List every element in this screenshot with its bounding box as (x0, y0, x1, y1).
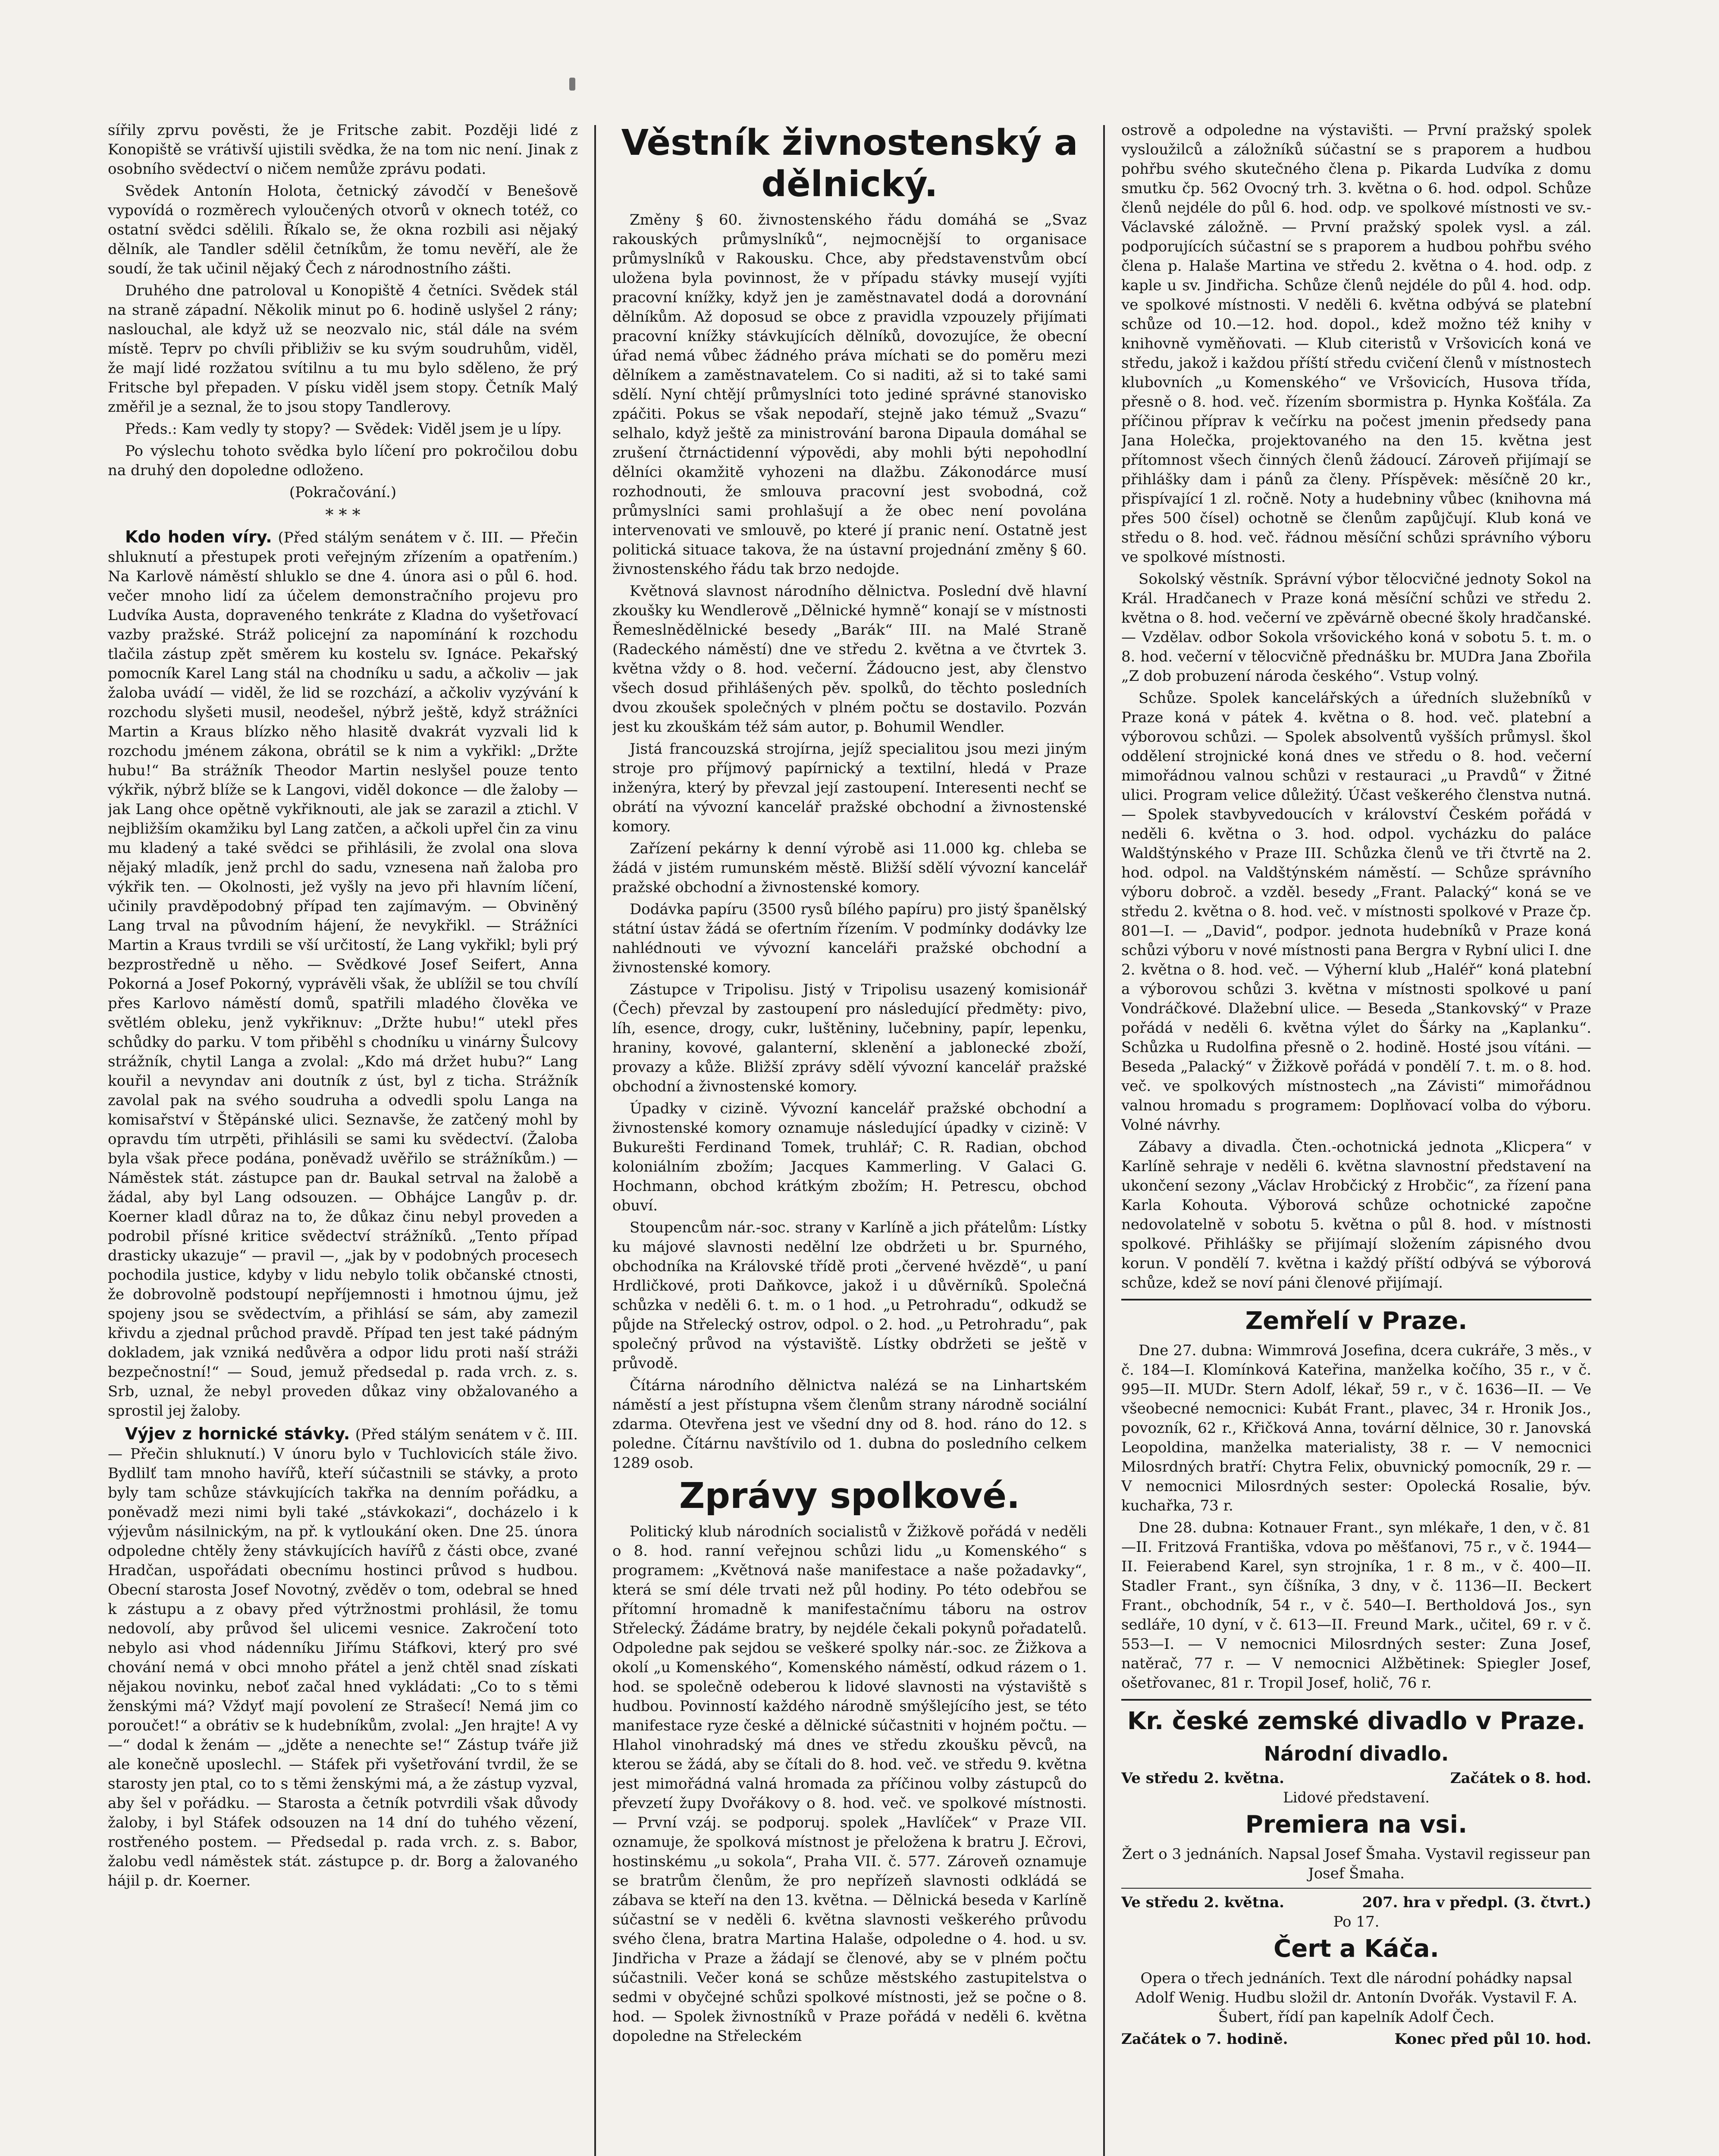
column-left (108, 121, 578, 2156)
column-right (1121, 121, 1591, 2156)
paragraph: Zábavy a divadla. Čten.-ochotnická jednota „Klicpera“ v Karlíně sehraje v neděli 6. května slavnostní představení na ukončení sezony „Václav Hrobčický z Hrobčic“, za řízení pana Karla Kohouta. Výborová schůze ochotnické započne nedovolatelně v sobotu 5. května o půl 8. hod. v místnosti spolkové. Přihlášky se přijímají složením zápisného dvou korun. V pondělí 7. května i každý příští odbývá se výborová schůze, kdež se noví páni členové přijímají. (1121, 1138, 1591, 1291)
divider (1121, 1299, 1591, 1300)
theatre-note: Lidové představení. (1283, 1789, 1430, 1806)
paragraph: Dodávka papíru (3500 rysů bílého papíru) pro jistý španělský státní ústav žádá se ofertním řízením. V podmínky dodávky lze nahlédnouti ve vývozní kanceláři pražské obchodní a živnostenské komory. (612, 901, 1087, 976)
theatre-subtitle: Národní divadlo. (1264, 1742, 1449, 1765)
paragraph: Zástupce v Tripolisu. Jistý v Tripolisu usazený komisionář (Čech) převzal by zastoupení pro následující předměty: pivo, líh, esence, drogy, cukr, luštěniny, lučebniny, papír, lepenku, hraniny, kovové, galanterní, sklenění a jablonecké zboží, provazy a kůže. Bližší zprávy sdělí vývozní kancelář pražské obchodní a živnostenské komory. (612, 981, 1087, 1095)
column-middle (612, 121, 1087, 2156)
paragraph: Zařízení pekárny k denní výrobě asi 11.000 kg. chleba se žádá v jistém rumunském městě. Bližší sdělí vývozní kancelář pražské obchodní a živnostenské komory. (612, 840, 1087, 896)
article-body: (Před stálým senátem v č. III. — Přečin shluknutí.) V únoru bylo v Tuchlovicích stále živo. Bydlilť tam mnoho havířů, kteří súčastnili se stávky, a proto byly tam schůze stávkujících takřka na denním pořádku, a poněvadž mezi nimi byli také „stávkokazi“, docházelo i k výjevům násilnickým, na př. k vytloukání oken. Dne 25. února odpoledne chtěly ženy stávkujících havířů z části obce, zvané Hradčan, uspořádati obecnímu hostinci průvod s hudbou. Obecní starosta Josef Novotný, zvěděv o tom, odebral se hned k zástupu a z obavy před výtržnostmi prohlásil, že tomu nedovolí, aby průvod šel ulicemi vesnice. Zakročení toto nebylo asi vhod nádenníku Jiřímu Stáfkovi, který pro své chování nemá v obci mnoho přátel a jenž chtěl snad získati nějakou novinku, neboť začal hned vykládati: „Co to s těmi ženskými má? Vždyť mají povolení ze Strašecí! Nemá jim co poroučet!“ a obrátiv se k hudebníkům, zvolal: „Jen hrajte! A vy —“ dodal k ženám — „jděte a nenechte se!“ Zástup tváře již ale konečně uposlechl. — Stáfek při vyšetřování tvrdil, že se starosty jen ptal, co to s těmi ženskými má, a že zástup vyzval, aby šel v pořádku. — Starosta a četník potvrdili však důvody žaloby, i byl Stáfek odsouzen na 14 dní do tuhého vězení, rostřeného postem. — Předsedal p. rada vrch. z. s. Babor, žalobu vedl náměstek stát. zástupce p. dr. Borg a žalovaného hájil p. dr. Koerner. (108, 1426, 578, 1890)
paragraph: Květnová slavnost národního dělnictva. Poslední dvě hlavní zkoušky ku Wendlerově „Dělnické hymně“ konají se v místnosti Řemeslnědělnické besedy „Barák“ III. na Malé Straně (Radeckého náměstí) dne ve středu 2. května a ve čtvrtek 3. května vždy o 8. hod. večerní. Žádoucno jest, aby členstvo všech dosud přihlášených pěv. spolků, do těchto posledních dvou zkoušek společných v plném počtu se dostavilo. Pozván jest ku zkouškám též sám autor, p. Bohumil Wendler. (612, 583, 1087, 736)
theatre-row (1121, 2030, 1591, 2049)
section-title-trade: Věstník živnostenský a dělnický. (621, 122, 1078, 205)
theatre-end: Konec před půl 10. hod. (1394, 2031, 1591, 2048)
deaths-list: Dne 28. dubna: Kotnauer Frant., syn mlékaře, 1 den, v č. 81—II. Fritzová Františka, vdova po měšťanovi, 75 r., v č. 1944—II. Feierabend Karel, syn strojníka, 1 r. 8 m., v č. 400—II. Stadler Frant., syn číšníka, 3 dny, v č. 1136—II. Beckert Frant., obchodník, 54 r., v č. 540—I. Bertholdová Jos., syn sedláře, 10 dyní, v č. 613—II. Freund Mark., učitel, 69 r. v č. 553—I. — V nemocnici Milosrdných sester: Zuna Josef, natěrač, 77 r. — V nemocnici Alžbětinek: Spiegler Josef, ošetřovanec, 81 r. Tropil Josef, holič, 76 r. (1121, 1519, 1591, 1692)
paragraph: Úpadky v cizině. Vývozní kancelář pražské obchodní a živnostenské komory oznamuje následující úpadky v cizině: V Bukurešti Ferdinand Tomek, truhlář; C. R. Radian, obchod koloniálním zbožím; Jacques Kammerling. V Galaci G. Hochmann, obchod krátkým zbožím; H. Petrescu, obchod obuví. (612, 1100, 1087, 1214)
deaths-title: Zemřelí v Praze. (1245, 1307, 1468, 1335)
paragraph: sířily zprvu pověsti, že je Fritsche zabit. Později lidé z Konopiště se vrátivší ujistili svědka, že na tom nic není. Jinak z osobního svědectví o ničem nemůže zprávu podati. (108, 122, 578, 178)
paragraph: Politický klub národních socialistů v Žižkově pořádá v neděli o 8. hod. ranní veřejnou schůzi lidu „u Komenského“ s programem: „Květnová naše manifestace a naše požadavky“, která se smí déle trvati než půl hodiny. Po této odebřou se přítomní hromadně k manifestačnímu táboru na ostrov Střelecký. Žádáme bratry, by nejdéle čekali pokynů pořadatelů. Odpoledne pak sejdou se veškeré spolky nár.-soc. ze Žižkova a okolí „u Komenského“, Komenského náměstí, odkud rázem o 1. hod. se společně odeberou k lidové slavnosti na výstaviště s hudbou. Povinností každého národně smýšlejícího jest, se této manifestace ryze české a dělnické súčastniti v hojném počtu. — Hlahol vinohradský má dnes ve středu zkoušku pěvců, na kterou se žádá, aby se čítali do 8. hod. več. ve středu 9. května jest mimořádná valná hromada za příčinou volby zástupců do převzetí župy Dvořákovy o 8. hod. več. ve spolkové místnosti. — První vzáj. se podporuj. spolek „Havlíček“ v Praze VII. oznamuje, že spolková místnost je přeložena k bratru J. Ečrovi, hostinskému „u sokola“, Praha VII. č. 577. Zároveň oznamuje se bratrům členům, že pro nepřízeň slavnosti odkládá se zábava se kteří na den 13. května. — Dělnická beseda v Karlíně súčastní se v neděli 6. května slavnosti veškerého průvodu svého člena, bratra Martina Halaše, odpoledne o 4. hod. u sv. Jindřicha v Praze a žádají se členové, aby se v plném počtu súčastnili. Večer koná se schůze městského zastupitelstva o sedmi v obyčejné schůzi spolkové místnosti, jež se počne o 8. hod. — Spolek živnostníků v Praze pořádá v neděli 6. května dopoledne na Střeleckém (612, 1523, 1087, 2045)
paragraph: ostrově a odpoledne na výstavišti. — První pražský spolek vysloužilců a záložníků súčastní se s praporem a hudbou pohřbu svého skutečného člena p. Pikarda Ludvíka z domu smutku čp. 562 Ovocný trh. 3. května o 6. hod. odpol. Schůze členů nejdéle do půl 6. hod. odp. ve spolkové místnosti ve sv.-Václavské záložně. — První pražský spolek vysl. a zál. podporujících súčastní se s praporem a hudbou pohřbu svého člena p. Halaše Martina ve středu 2. května o 4. hod. odp. z kaple u sv. Jindřicha. Schůze členů nejdéle do půl 4. hod. odp. ve spolkové místnosti. V neděli 6. května odbývá se platební schůze od 10.—12. hod. dopol., kdež možno též knihy v knihovně vyměňovati. — Klub citeristů v Vršovicích koná ve středu, jakož i každou příští středu cvičení členů v místnostech klubovních „u Komenského“ ve Vršovicích, Husova třída, přesně o 8. hod. več. řízením sbormistra p. Hynka Košťála. Za příčinou příprav k večírku na počest jmenin předsedy pana Jana Holečka, projektovaného na den 15. května jest přítomnost všech činných členů žádoucí. Zároveň přijímají se přihlášky dam i pánů za členy. Příspěvek: měsíčně 20 kr., přispívající 1 zl. ročně. Noty a hudebniny vůbec (knihovna má přes 500 čísel) ochotně se členům zapůjčují. Klub koná ve středu o 8. hod. več. řádnou měsíční schůzi správního výboru ve spolkové místnosti. (1121, 122, 1591, 566)
paragraph: Schůze. Spolek kancelářských a úředních služebníků v Praze koná v pátek 4. května o 8. hod. več. platební a výborovou schůzi. — Spolek absolventů vyšších průmysl. škol oddělení strojnické koná dnes ve středu o 8. hod. večerní mimořádnou valnou schůzi v restauraci „u Pravdů“ v Žitné ulici. Program velice důležitý. Účast veškerého členstva nutná. — Spolek stavbyvedoucích v království Českém pořádá v neděli 6. května o 3. hod. odpol. vycházku do paláce Waldštýnského v Praze III. Schůzka členů ve tři čtvrtě na 2. hod. odpol. na Valdštýnském náměstí. — Schůze správního výboru dobroč. a vzděl. besedy „Frant. Palacký“ koná se ve středu 2. května o 8. hod. več. v místnosti spolkové v Praze čp. 801—I. — „David“, podpor. jednota hudebníků v Praze koná schůzi výboru v nové místnosti pana Bergra v Rybní ulici I. dne 2. května o 8. hod. več. — Výherní klub „Haléř“ koná platební a výborovou schůzi 3. května v místnosti spolkové u paní Vondráčkové. Dlažební ulice. — Beseda „Stankovský“ v Praze pořádá v neděli 6. května výlet do Šárky na „Kaplanku“. Schůzka u Rudolfina přesně o 2. hodině. Hosté jsou vítáni. — Beseda „Palacký“ v Žižkově pořádá v pondělí 7. t. m. o 8. hod. več. ve spolkových místnostech „na Závisti“ mimořádnou valnou hromadu s programem: Doplňovací volba do výboru. Volné návrhy. (1121, 689, 1591, 1134)
article-title: Kdo hoden víry. (125, 527, 272, 546)
article-title: Výjev z hornické stávky. (125, 1424, 350, 1443)
theatre-note: Po 17. (1333, 1913, 1380, 1930)
section-separator: * * * (325, 505, 361, 524)
play-description: Žert o 3 jednáních. Napsal Josef Šmaha. Vystavil regisseur pan Josef Šmaha. (1122, 1846, 1591, 1882)
print-mark (569, 78, 575, 91)
paragraph: Sokolský věstník. Správní výbor tělocvičné jednoty Sokol na Král. Hradčanech v Praze koná měsíční schůzi ve středu 2. května o 8. hod. večerní ve zpěvárně obecné školy hradčanské. — Vzdělav. odbor Sokola vršovického koná v sobotu 5. t. m. o 8. hod. večerní v tělocvičně přednášku br. MUDra Jana Zbořila „Z dob probuzení národa českého“. Vstup volný. (1121, 570, 1591, 685)
play-title: Premiera na vsi. (1245, 1811, 1468, 1839)
theatre-row (1121, 1769, 1591, 1788)
paragraph: Stoupencům nár.-soc. strany v Karlíně a jich přátelům: Lístky ku májové slavnosti nedělní lze obdržeti u br. Spurného, obchodníka na Královské třídě proti „červené hvězdě“, u paní Hrdličkové, proti Daňkovce, jakož i u důvěrníků. Společná schůzka v neděli 6. t. m. o 1 hod. „u Petrohradu“, odkudž se půjde na Střelecký ostrov, odpol. o 2. hod. „u Petrohradu“, pak společný průvod na výstaviště. Lístky obdržeti se ještě v průvodě. (612, 1219, 1087, 1372)
theatre-row (1121, 1893, 1591, 1912)
theatre-start: Začátek o 7. hodině. (1121, 2031, 1288, 2048)
theatre-subscription: 207. hra v předpl. (3. čtvrt.) (1362, 1894, 1591, 1911)
column-rule (594, 125, 596, 2156)
theatre-date: Ve středu 2. května. (1121, 1894, 1285, 1911)
paragraph: Jistá francouzská strojírna, jejíž specialitou jsou mezi jiným stroje pro příjmový papírnický a textilní, hledá v Praze inženýra, který by převzal její zastoupení. Interesenti nechť se obrátí na vývozní kancelář pražské obchodní a živnostenské komory. (612, 740, 1087, 835)
theatre-date: Ve středu 2. května. (1121, 1770, 1285, 1787)
newspaper-page (108, 121, 1591, 2156)
paragraph: Svědek Antonín Holota, četnický závodčí v Benešově vypovídá o rozměrech vyloučených otvorů v oknech totéž, co ostatní svědci sdělili. Říkalo se, že okna rozbili asi nějaký dělník, ale Tandler sdělil četníkům, že tomu nevěří, ale že soudí, že tak učinil nějaký Čech z národnostního zášti. (108, 182, 578, 277)
paragraph: Změny § 60. živnostenského řádu domáhá se „Svaz rakouských průmyslníků“, nejmocnější to organisace průmyslníků v Rakousku. Chce, aby představenstvům obcí uložena byla povinnost, že v případu stávky musejí vyjíti pracovní knížky, když jen je zaměstnavatel dodá a dorovnání dělníkům. Až doposud se obce z pravidla vzpouzely přijímati pracovní knížky stávkujících dělníků, dovozujíce, že obecní úřad nemá vůbec žádného práva míchati se do poměru mezi dělníkem a zaměstnavatelem. Co si naditi, až si to také sami sdělí. Nyní chtějí průmyslníci toto jediné správné stanovisko zpáčiti. Pokus se však nepodaří, stejně jako témuž „Svazu“ selhalo, když ještě za ministrování barona Dipaula domáhal se zrušení čtrnáctidenní výpovědi, aby mohli býti nepohodlní dělníci okamžitě vyhozeni na dlažbu. Zákonodárce musí rozhodnouti, že smlouva pracovní jest svobodná, což průmyslníci sami prohlašují a že obec není povolána intervenovati ve smlouvě, po které jí pranic není. Ostatně jest politická situace takova, že na ústavní projednání změny § 60. živnostenského řádu tak brzo nedojde. (612, 211, 1087, 578)
deaths-list: Dne 27. dubna: Wimmrová Josefina, dcera cukráře, 3 měs., v č. 184—I. Klomínková Kateřina, manželka kočího, 35 r., v č. 995—II. MUDr. Stern Adolf, lékař, 59 r., v č. 1636—II. — Ve všeobecné nemocnici: Kubát Frant., plavec, 34 r. Hronik Jos., povozník, 62 r., Křičková Anna, tovární dělnice, 30 r. Janovská Leopoldina, manželka materialisty, 38 r. — V nemocnici Milosrdných bratří: Chytra Felix, obuvnický pomocník, 29 r. — V nemocnici Milosrdných sester: Opolecká Rosalie, býv. kuchařka, 73 r. (1121, 1342, 1591, 1514)
divider (1121, 1699, 1591, 1701)
play-description: Opera o třech jednáních. Text dle národní pohádky napsal Adolf Wenig. Hudbu složil dr. Antonín Dvořák. Vystavil F. A. Šubert, řídí pan kapelník Adolf Čech. (1135, 1970, 1578, 2026)
paragraph: Po výslechu tohoto svědka bylo líčení pro pokročilou dobu na druhý den dopoledne odloženo. (108, 442, 578, 479)
continued-note: (Pokračování.) (289, 484, 397, 501)
paragraph: Druhého dne patroloval u Konopiště 4 četníci. Svědek stál na straně západní. Několik minut po 6. hodině uslyšel 2 rány; naslouchal, ale když už se neozvalo nic, stál dále na svém místě. Teprv po chvíli přibliživ se ku svým soudruhům, viděl, že mají lidé rozžatou svítilnu a tu mu bylo sděleno, že prý Fritsche byl přepaden. V písku viděl jsem stopy. Četník Malý změřil je a seznal, že to jsou stopy Tandlerovy. (108, 282, 578, 416)
section-title-clubs: Zprávy spolkové. (679, 1476, 1020, 1517)
theatre-start: Začátek o 8. hod. (1450, 1770, 1591, 1787)
article-body: (Před stálým senátem v č. III. — Přečin shluknutí a přestupek proti veřejným zřízením a opatřením.) Na Karlově náměstí shluklo se dne 4. února asi o půl 6. hod. večer mnoho lidí za účelem demonstračního projevu pro Ludvíka Austa, dopraveného tenkráte z Kladna do vyšetřovací vazby pražské. Stráž policejní za napomínání k rozchodu tlačila zástup zpět směrem ku kostelu sv. Ignáce. Pekařský pomocník Karel Lang stál na chodníku u sadu, a ačkoliv — jak žaloba uvádí — viděl, že lid se rozchází, a ačkoliv vyzývání k rozchodu slyšeti musil, neodešel, nýbrž ještě, když strážníci Martin a Kraus blízko něho hlasitě dvakrát vyzvali lid k rozchodu jménem zákona, obrátil se k nim a vykřikl: „Držte hubu!“ Ba strážník Theodor Martin neslyšel pouze tento výkřik, nýbrž blíže se k Langovi, viděl dokonce — dle žaloby — jak Lang ohce opětně vykřiknouti, ale jak se zarazil a ztichl. V nejbližším okamžiku byl Lang zatčen, a ačkoli upřel čin za vinu mu kladený a také svědci se přihlásili, že zvolal ona slova nějaký mladík, jenž prchl do sadu, vznesena naň žaloba pro výkřik ten. — Okolnosti, jež vyšly na jevo při hlavním líčení, učinily pravděpodobný případ ten zajímavým. — Obviněný Lang trval na původním hájení, že nevykřikl. — Strážníci Martin a Kraus tvrdili se vší určitostí, že Lang vykřikl; byli prý bezprostředně u něho. — Svědkové Josef Seifert, Anna Pokorná a Josef Pokorný, vyprávěli však, že ublížil se tou chvílí přes Karlovo náměstí domů, spatřili mladého člověka ve světlém obleku, jenž vykřiknuv: „Držte hubu!“ utekl přes schůdky do parku. V tom přiběhl s chodníku u vinárny Šulcovy strážník, chytil Langa a zvolal: „Kdo má držet hubu?“ Lang kouřil a nevyndav ani doutník z úst, byl z ticha. Strážník zavolal pak na svého soudruha a odvedli spolu Langa na komisařství v Štěpánské ulici. Seznavše, že zatčený mohl by opravdu tím utrpěti, přihlásili se sami ku svědectví. (Žaloba byla však přece podána, poněvadž uvěřilo se strážníkům.) — Náměstek stát. zástupce pan dr. Baukal setrval na žalobě a žádal, aby byl Lang odsouzen. — Obhájce Langův p. dr. Koerner kladl důraz na to, že důkaz činu nebyl proveden a podrobil přísné kritice svědectví strážníků. „Tento případ drasticky ukazuje“ — pravil —, „jak by v podobných procesech pochodila justice, kdyby v lidu nebylo tolik občanské ctnosti, že dobrovolně podstoupí nepříjemnosti i hmotnou újmu, jež spojeny jsou se svědectvím, a přihlásí se sám, aby zamezil křivdu a zjednal průchod pravdě. Případ ten jest také pádným dokladem, jak vzniká nedůvěra a odpor lidu proti naší stráži bezpečnostní!“ — Soud, jemuž předsedal p. rada vrch. z. s. Srb, uznal, že nebyl proveden důkaz viny obžalovaného a sprostil jej žaloby. (108, 529, 578, 1420)
paragraph: Předs.: Kam vedly ty stopy? — Svědek: Viděl jsem je u lípy. (125, 420, 562, 438)
divider (1121, 1888, 1591, 1889)
paragraph: Čítárna národního dělnictva nalézá se na Linhartském náměstí a jest přístupna všem členům strany národně sociální zdarma. Otevřena jest ve všední dny od 8. hod. ráno do 12. s poledne. Čítárnu navštívilo od 1. dubna do posledního celkem 1289 osob. (612, 1377, 1087, 1472)
theatre-title: Kr. české zemské divadlo v Praze. (1127, 1707, 1586, 1735)
play-title: Čert a Káča. (1274, 1935, 1439, 1963)
column-rule (1103, 125, 1105, 2156)
